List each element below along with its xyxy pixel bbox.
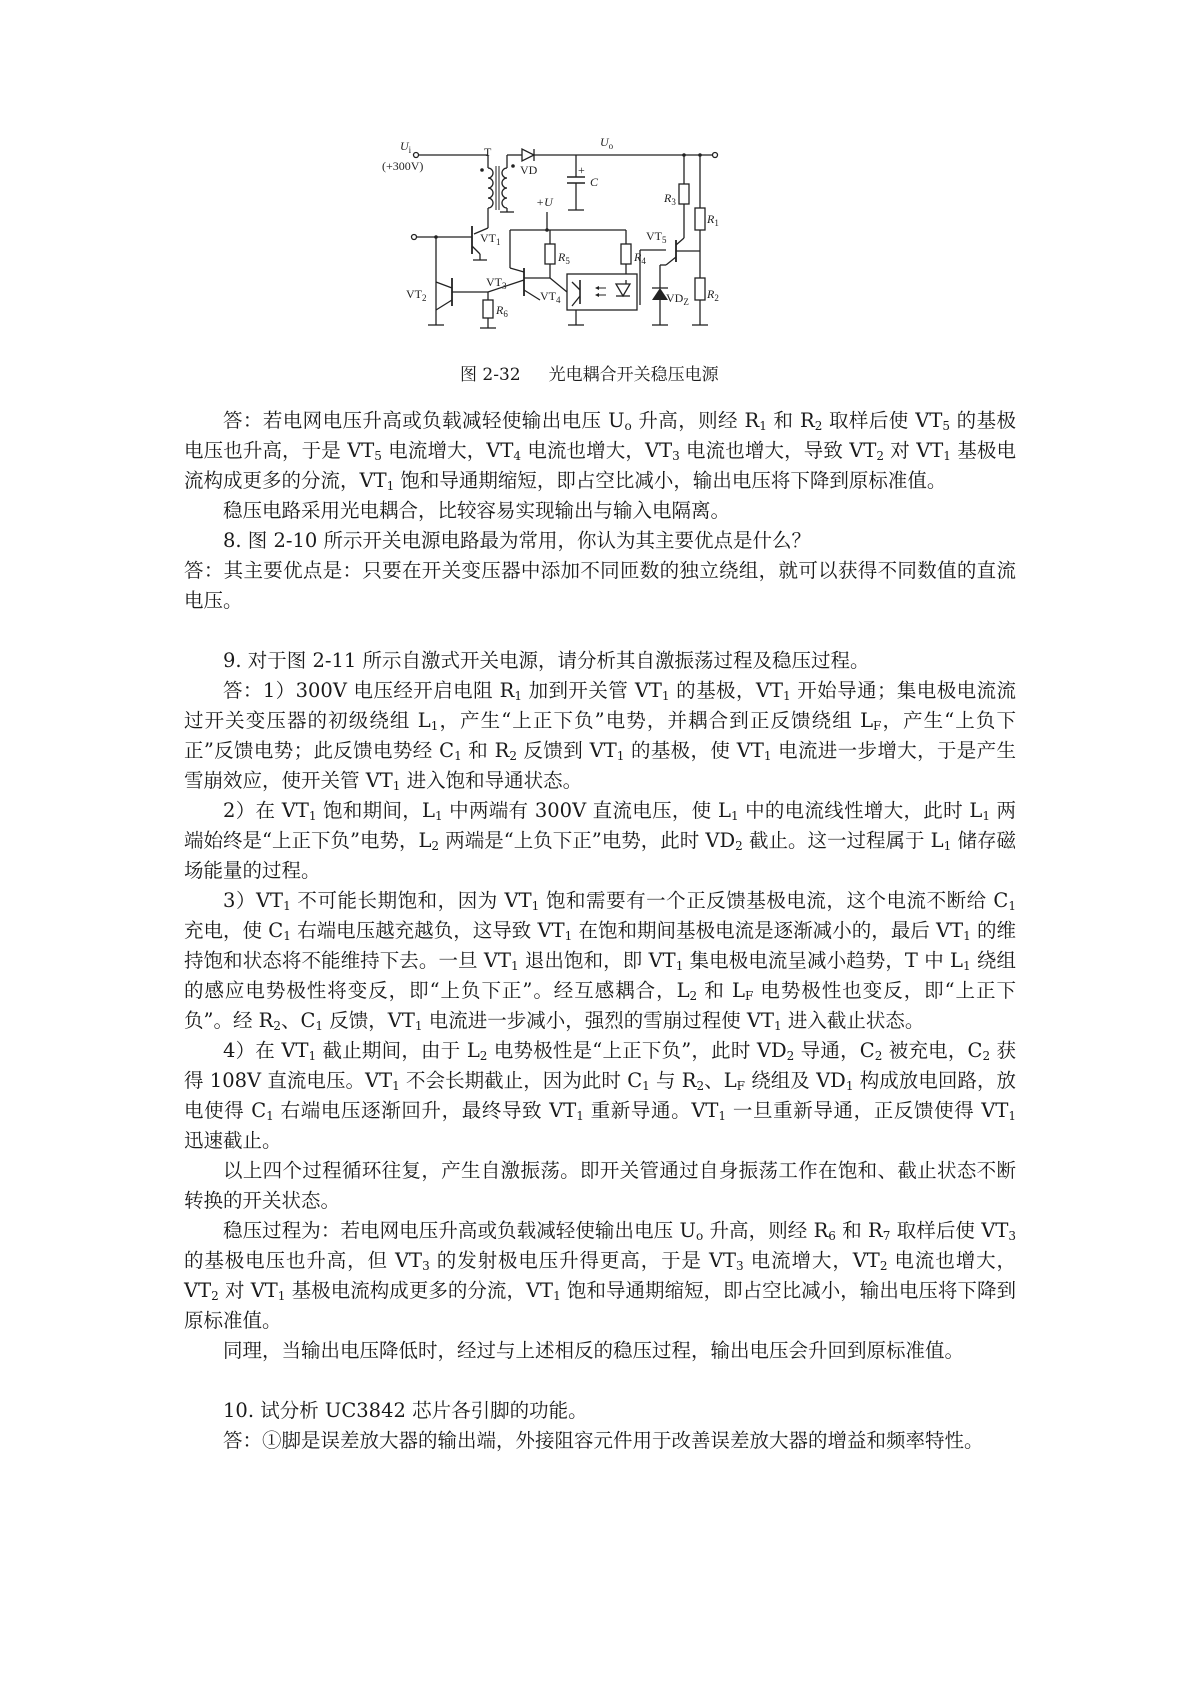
circuit-diagram [382,135,800,360]
figure-number: 图 2-32 [460,365,521,385]
vdz-label: $VD_Z$ [666,291,689,307]
question-8: 8. 图 2-10 所示开关电源电路最为常用，你认为其主要优点是什么？ [223,529,812,552]
answer-q10-p1: 答：①脚是误差放大器的输出端，外接阻容元件用于改善误差放大器的增益和频率特性。 [223,1429,984,1452]
output-terminal [713,153,718,158]
transformer-label: T [484,145,492,159]
resistor-r3 [679,184,689,204]
c-label: C [590,175,599,189]
input-terminal [414,153,419,158]
answer-q9-p5: 以上四个过程循环往复，产生自激振荡。即开关管通过自身振荡工作在饱和、截止状态不断转换的开关状态。 [184,1159,1016,1212]
vd-label: VD [520,163,538,177]
answer-q7-p2: 稳压电路采用光电耦合，比较容易实现输出与输入电隔离。 [223,499,731,522]
base-terminal [412,235,417,240]
answer-q7-p1: 答：若电网电压升高或负载减轻使输出电压 $U_o$ 升高，则经 $R_1$ 和 $R_2$ 取样后使 $VT_5$ 的基极电压也升高，于是 $VT_5$ 电流增大，$VT_4$ 电流也增大，$VT_3$ 电流也增大，导致 $VT_2$ 对 $VT_1$ 基极电流构成更多的分流，$VT_1$ 饱和导通期缩短，即占空比减小，输出电压将下降到原标准值。 [184,409,1016,493]
vt4-label: $VT_4$ [540,289,561,305]
answer-q9-p1: 答：1）300V 电压经开启电阻 $R_1$ 加到开关管 $VT_1$ 的基极，$VT_1$ 开始导通；集电极电流流过开关变压器的初级绕组 $L_1$，产生“上正下负”电势，并耦合到正反馈绕组 $L_F$，产生“上负下正”反馈电势；此反馈电势经 $C_1$ 和 $R_2$ 反馈到 $VT_1$ 的基极，使 $VT_1$ 电流进一步增大，于是产生雪崩效应，使开关管 $VT_1$ 进入饱和导通状态。 [184,679,1016,793]
answer-q9-p3: $3)VT_1$ 不可能长期饱和，因为 $VT_1$ 饱和需要有一个正反馈基极电流，这个电流不断给 $C_1$ 充电，使 $C_1$ 右端电压越充越负，这导致 $VT_1$ 在饱和期间基极电流是逐渐减小的，最后 $VT_1$ 的维持饱和状态将不能维持下去。一旦 $VT_1$ 退出饱和，即 $VT_1$ 集电极电流呈减小趋势，T 中 $L_1$ 绕组的感应电势极性将变反，即“上负下正”。经互感耦合，$L_2$ 和 $L_F$ 电势极性也变反，即“上正下负”。经 $R_2$、$C_1$ 反馈，$VT_1$ 电流进一步减小，强烈的雪崩过程使 $VT_1$ 进入截止状态。 [184,889,1016,1033]
plus-u-label: +U [536,195,553,209]
transformer-primary [488,155,493,228]
resistor-r6 [483,300,493,318]
answer-q9-p4: 4）在 $VT_1$ 截止期间，由于 $L_2$ 电势极性是“上正下负”，此时 $VD_2$ 导通，$C_2$ 被充电，$C_2$ 获得 108V 直流电压。$VT_1$ 不会长期截止，因为此时 $C_1$ 与 $R_2$、$L_F$ 绕组及 $VD_1$ 构成放电回路，放电使得 $C_1$ 右端电压逐渐回升，最终导致 $VT_1$ 重新导通。$VT_1$ 一旦重新导通，正反馈使得 $VT_1$ 迅速截止。 [184,1039,1016,1152]
resistor-r1 [695,208,705,230]
figure-title: 光电耦合开关稳压电源 [548,365,719,385]
question-10: 10. 试分析 UC3842 芯片各引脚的功能。 [223,1399,588,1422]
vt1-label: $VT_1$ [480,231,501,247]
ui-label: $U_i$ [400,139,412,155]
r5-label: $R_5$ [558,250,570,266]
answer-q9-p7: 同理，当输出电压降低时，经过与上述相反的稳压过程，输出电压会升回到原标准值。 [223,1339,965,1362]
r4-label: $R_4$ [634,250,646,266]
vt3-label: $VT_3$ [486,275,507,291]
vt2-label: $VT_2$ [406,287,427,303]
svg-text:+: + [578,163,585,177]
resistor-r4 [621,244,631,264]
figure-caption [400,360,800,385]
body-text [184,406,1016,1456]
paragraph-gap [184,616,1016,646]
resistor-r5 [545,244,555,264]
uo-label: $U_o$ [600,135,614,151]
r6-label: $R_6$ [496,303,508,319]
diode-vd [522,149,534,161]
transformer-secondary [500,155,514,212]
vt5-label: $VT_5$ [646,229,667,245]
resistor-r2 [695,278,705,300]
r1-label: $R_1$ [707,212,719,228]
r2-label: $R_2$ [707,287,719,303]
circuit-figure [382,135,800,390]
paragraph-gap [184,1366,1016,1396]
optocoupler [567,274,637,310]
r3-label: $R_3$ [664,191,676,207]
ui-value-label: (+300V) [382,159,424,173]
answer-q9-p2: 2）在 $VT_1$ 饱和期间，$L_1$ 中两端有 300V 直流电压，使 $L_1$ 中的电流线性增大，此时 $L_1$ 两端始终是“上正下负”电势，$L_2$ 两端是“上负下正”电势，此时 $VD_2$ 截止。这一过程属于 $L_1$ 储存磁场能量的过程。 [184,799,1017,882]
answer-q9-p6: 稳压过程为：若电网电压升高或负载减轻使输出电压 $U_o$ 升高，则经 $R_6$ 和 $R_7$ 取样后使 $VT_3$ 的基极电压也升高，但 $VT_3$ 的发射极电压升得更高，于是 $VT_3$ 电流增大，$VT_2$ 电流也增大，$VT_2$ 对 $VT_1$ 基极电流构成更多的分流，$VT_1$ 饱和导通期缩短，即占空比减小，输出电压将下降到原标准值。 [184,1219,1016,1332]
answer-q8: 答：其主要优点是：只要在开关变压器中添加不同匝数的独立绕组，就可以获得不同数值的直流电压。 [184,559,1016,612]
question-9: 9. 对于图 2-11 所示自激式开关电源，请分析其自激振荡过程及稳压过程。 [223,649,870,672]
